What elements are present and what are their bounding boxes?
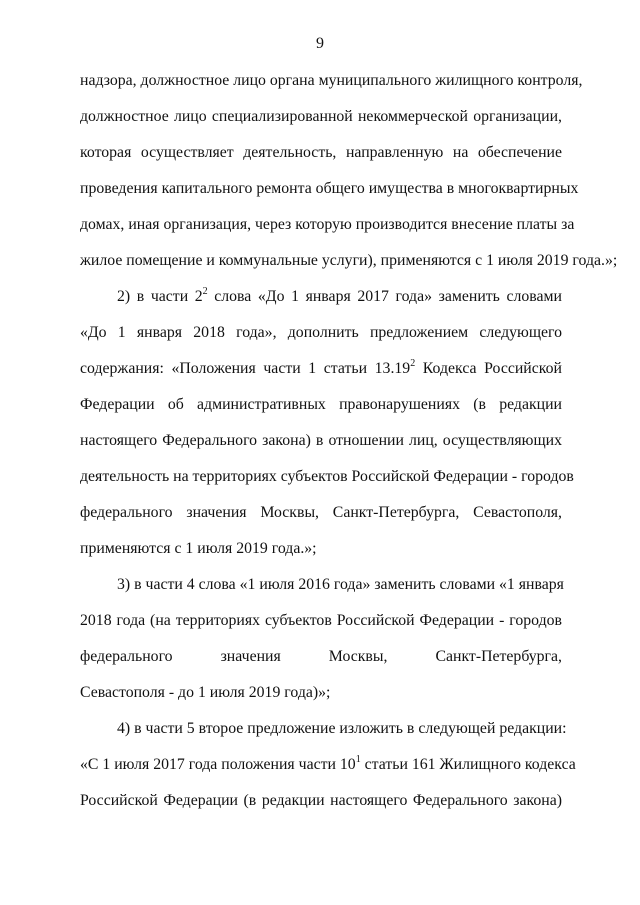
text-span: Кодекса Российской <box>415 360 562 377</box>
text-line: федерального значения Москвы, Санкт-Петербурга, <box>80 648 562 665</box>
text-line: настоящего Федерального закона) в отношении лиц, осуществляющих <box>80 432 562 449</box>
text-line: Севастополя - до 1 июля 2019 года)»; <box>80 684 331 701</box>
text-span: статьи 161 Жилищного кодекса <box>360 756 576 773</box>
text-line: Российской Федерации (в редакции настоящего Федерального закона) <box>80 792 562 809</box>
text-span: «С 1 июля 2017 года положения части 10 <box>80 756 356 773</box>
text-span: содержания: «Положения части 1 статьи 13.19 <box>80 360 411 377</box>
paragraph-3-first-line: 3) в части 4 слова «1 июля 2016 года» заменить словами «1 января <box>117 576 564 593</box>
paragraph-4-first-line: 4) в части 5 второе предложение изложить в следующей редакции: <box>117 720 567 737</box>
text-line: деятельность на территориях субъектов Российской Федерации - городов <box>80 468 574 485</box>
text-line: должностное лицо специализированной некоммерческой организации, <box>80 108 562 125</box>
superscript: 2 <box>202 285 208 297</box>
text-line: домах, иная организация, через которую производится внесение платы за <box>80 216 575 233</box>
text-line: федерального значения Москвы, Санкт-Петербурга, Севастополя, <box>80 504 562 521</box>
page-number: 9 <box>316 35 324 52</box>
text-line: 2018 года (на территориях субъектов Российской Федерации - городов <box>80 612 562 629</box>
text-line: проведения капитального ремонта общего имущества в многоквартирных <box>80 180 579 197</box>
text-span: слова «До 1 января 2017 года» заменить словами <box>207 288 562 305</box>
text-span: 2) в части 2 <box>117 288 203 305</box>
superscript: 1 <box>355 753 361 765</box>
superscript: 2 <box>410 357 416 369</box>
text-line: Федерации об административных правонарушениях (в редакции <box>80 396 562 413</box>
text-line <box>80 359 562 379</box>
text-line: которая осуществляет деятельность, направленную на обеспечение <box>80 144 562 161</box>
text-line: применяются с 1 июля 2019 года.»; <box>80 540 317 557</box>
text-line <box>80 753 576 775</box>
text-line: «До 1 января 2018 года», дополнить предложением следующего <box>80 324 562 341</box>
paragraph-2-first-line <box>117 287 562 307</box>
text-line: жилое помещение и коммунальные услуги), применяются с 1 июля 2019 года.»; <box>80 252 618 269</box>
text-line: надзора, должностное лицо органа муниципального жилищного контроля, <box>80 72 583 89</box>
